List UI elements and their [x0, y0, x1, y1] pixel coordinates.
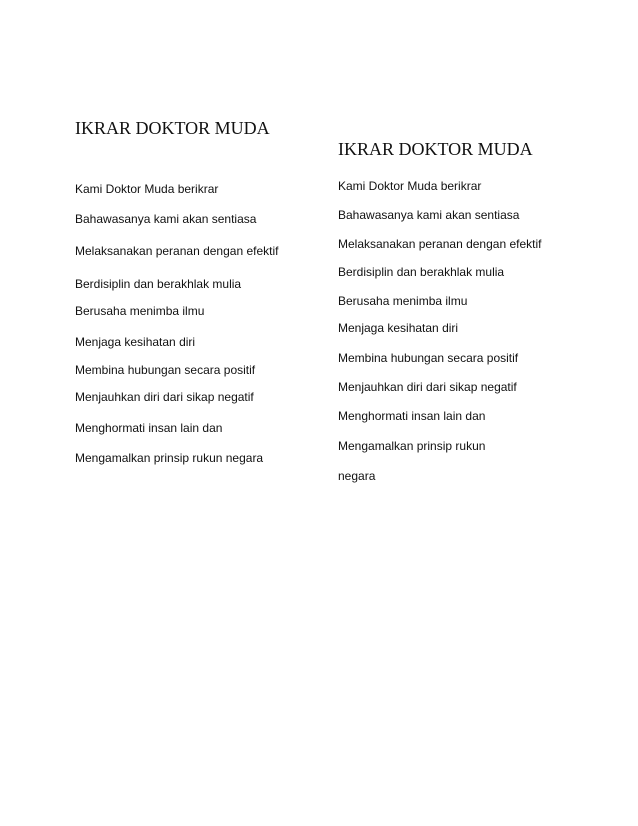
left-pledge-line: Membina hubungan secara positif — [75, 363, 256, 377]
left-pledge-line: Menjaga kesihatan diri — [75, 335, 196, 349]
left-pledge-title: IKRAR DOKTOR MUDA — [75, 118, 270, 138]
right-pledge-title: IKRAR DOKTOR MUDA — [338, 139, 533, 159]
right-pledge-line: Berdisiplin dan berakhlak mulia — [338, 265, 505, 279]
right-pledge-line: Kami Doktor Muda berikrar — [338, 179, 482, 193]
left-pledge-line: Berusaha menimba ilmu — [75, 304, 205, 318]
left-pledge-line: Melaksanakan peranan dengan efektif — [75, 244, 279, 258]
left-pledge-line: Bahawasanya kami akan sentiasa — [75, 212, 257, 226]
right-pledge-line: Melaksanakan peranan dengan efektif — [338, 237, 542, 251]
left-pledge-line: Menghormati insan lain dan — [75, 421, 223, 435]
right-pledge-line: Menjauhkan diri dari sikap negatif — [338, 380, 517, 394]
left-pledge-line: Mengamalkan prinsip rukun negara — [75, 451, 264, 465]
right-pledge-line: Bahawasanya kami akan sentiasa — [338, 208, 520, 222]
right-pledge-line: Mengamalkan prinsip rukun — [338, 439, 486, 453]
right-pledge-line: Membina hubungan secara positif — [338, 351, 519, 365]
left-pledge-line: Berdisiplin dan berakhlak mulia — [75, 277, 242, 291]
right-pledge-line: Menjaga kesihatan diri — [338, 321, 459, 335]
right-pledge-line: Menghormati insan lain dan — [338, 409, 486, 423]
right-pledge-line: negara — [338, 469, 376, 483]
left-pledge-line: Kami Doktor Muda berikrar — [75, 182, 219, 196]
left-pledge-line: Menjauhkan diri dari sikap negatif — [75, 390, 254, 404]
right-pledge-line: Berusaha menimba ilmu — [338, 294, 468, 308]
